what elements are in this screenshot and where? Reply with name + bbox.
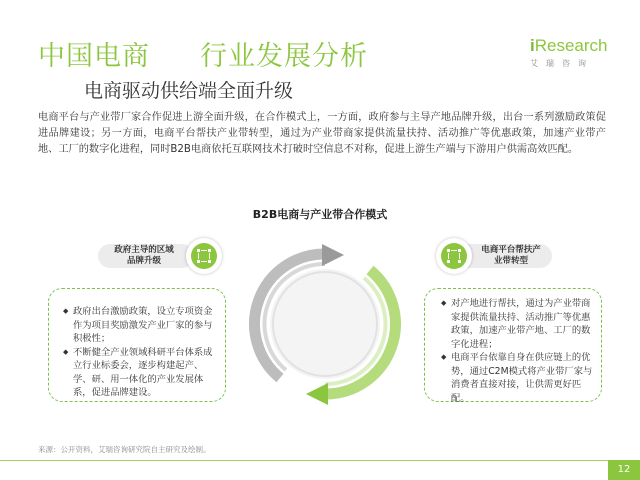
page-number: 12 xyxy=(608,460,640,480)
cycle-arrow-gray-head xyxy=(322,244,344,266)
page-title-right: 行业发展分析 xyxy=(200,41,368,72)
left-detail-box xyxy=(48,288,226,402)
left-bullet-item: ◆ 政府出台激励政策，设立专项资金作为项目奖励激发产业厂家的参与积极性； xyxy=(63,305,215,346)
diagram-title: B2B电商与产业带合作模式 xyxy=(252,208,388,221)
left-bullet-list xyxy=(63,305,215,400)
left-theme-label-line1: 政府主导的区域 xyxy=(114,245,174,255)
left-theme-label xyxy=(100,245,188,267)
cycle-arrows-graphic xyxy=(240,236,410,414)
footer-divider xyxy=(0,460,640,461)
right-detail-box xyxy=(424,288,602,402)
page-subtitle: 电商驱动供给端全面升级 xyxy=(84,80,294,102)
right-theme-icon-circle xyxy=(436,238,472,274)
page-title-left: 中国电商 xyxy=(38,41,150,72)
page-title xyxy=(38,34,368,73)
logo-chinese-name: 艾瑞咨询 xyxy=(530,59,594,68)
left-theme-icon-circle xyxy=(186,238,222,274)
logo-wordmark-rest: Research xyxy=(534,36,608,55)
right-bullet-item: ◆ 对产地进行帮扶，通过为产业带商家提供流量扶持、活动推广等优惠政策，加速产业带产地、工厂的数字化进程； xyxy=(441,297,593,351)
left-bullet-item: ◆ 不断健全产业领域科研平台体系成立行业标委会，逐步构建起产、学、研、用一体化的产业发展体系，促进品牌建设。 xyxy=(63,346,215,400)
right-theme-label xyxy=(472,245,550,267)
cycle-arrow-green-head xyxy=(306,383,328,405)
right-bullet-item: ◆ 电商平台依靠自身在供应链上的优势，通过C2M模式将产业带厂家与消费者直接对接，让供需更好匹配。 xyxy=(441,351,593,405)
government-icon xyxy=(186,238,222,274)
logo-wordmark-i: i xyxy=(530,36,535,55)
platform-icon xyxy=(436,238,472,274)
right-bullet-list xyxy=(441,297,593,405)
right-theme-label-line1: 电商平台帮扶产 xyxy=(481,245,541,255)
cycle-center-disc xyxy=(270,269,380,379)
intro-paragraph: 电商平台与产业带厂家合作促进上游全面升级，在合作模式上，一方面，政府参与主导产地品牌升级，出台一系列激励政策促进品牌建设；另一方面，电商平台帮扶产业带转型，通过为产业带商家提供流量扶持、活动推广等优惠政策，加速产业带产地、工厂的数字化进程，同时B2B电商依托互联网技术打破时空信息不对称，促进上游生产端与下游用户供需高效匹配。 xyxy=(38,112,606,155)
right-theme-label-line2: 业带转型 xyxy=(493,256,528,266)
logo-wordmark xyxy=(530,36,606,56)
iresearch-logo xyxy=(530,36,606,69)
left-theme-label-line2: 品牌升级 xyxy=(126,256,161,266)
source-note: 来源：公开资料，艾瑞咨询研究院自主研究及绘制。 xyxy=(38,445,211,454)
